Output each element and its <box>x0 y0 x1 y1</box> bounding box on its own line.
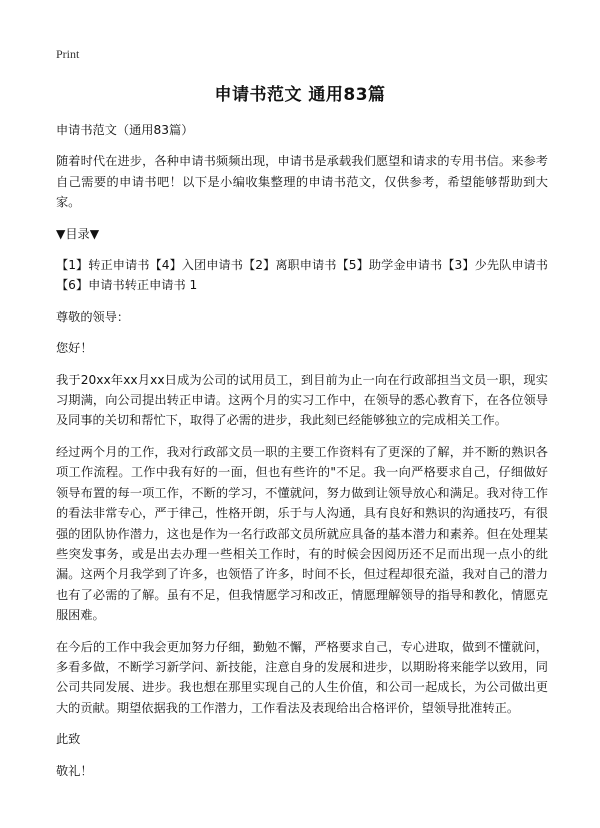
body-paragraph: 在今后的工作中我会更加努力仔细，勤勉不懈，严格要求自己，专心进取，做到不懂就问，多看多做，不断学习新学问、新技能，注意自身的发展和进步，以期盼将来能学以致用，同公司共同发展、进步。我也想在那里实现自己的人生价值，和公司一起成长，为公司做出更大的贡献。期望依据我的工作潜力，工作看法及表现给出合格评价，望领导批准转正。 <box>56 639 548 715</box>
body-paragraph: 经过两个月的工作，我对行政部文员一职的主要工作资料有了更深的了解，并不断的熟识各项工作流程。工作中我有好的一面，但也有些许的"不足。我一向严格要求自己，仔细做好领导布置的每一项工作，不断的学习，不懂就问，努力做到让领导放心和满足。我对待工作的看法非常专心，严于律己，性格开朗，乐于与人沟通，具有良好和熟识的沟通技巧，有很强的团队协作潜力，这也是作为一名行政部文员所就应具备的基本潜力和素养。但在处理某些突发事务，或是出去办理一些相关工作时，有的时候会因阅历还不足而出现一点小的纰漏。这两个月我学到了许多，也领悟了许多，时间不长，但过程却很充溢，我对自己的潜力也有了必需的了解。虽有不足，但我情愿学习和改正，情愿理解领导的指导和教化，情愿克服困难。 <box>56 444 548 623</box>
intro-paragraph: 随着时代在进步，各种申请书频频出现，申请书是承载我们愿望和请求的专用书信。来参考自己需要的申请书吧！以下是小编收集整理的申请书范文，仅供参考，希望能够帮助到大家。 <box>56 154 548 210</box>
document-body <box>56 120 548 792</box>
salutation: 尊敬的领导： <box>56 309 130 324</box>
document-title: 申请书范文 通用83篇 <box>214 85 386 105</box>
toc-items[interactable]: 【1】转正申请书【4】入团申请书【2】离职申请书【5】助学金申请书【3】少先队申请书【6】申请书转正申请书 1 <box>56 258 548 293</box>
body-paragraph: 我于20xx年xx月xx日成为公司的试用员工，到目前为止一向在行政部担当文员一职，现实习期满，向公司提出转正申请。这两个月的实习工作中，在领导的悉心教育下，在各位领导及同事的关切和帮忙下，取得了必需的进步，我此刻已经能够独立的完成相关工作。 <box>56 372 548 428</box>
print-link[interactable]: Print <box>56 47 80 61</box>
toc-heading[interactable]: ▼目录▼ <box>56 226 100 241</box>
closing-line: 敬礼！ <box>56 763 93 778</box>
closing-line: 此致 <box>56 732 81 747</box>
document-subtitle: 申请书范文（通用83篇） <box>56 123 194 137</box>
greeting: 您好！ <box>56 341 93 356</box>
